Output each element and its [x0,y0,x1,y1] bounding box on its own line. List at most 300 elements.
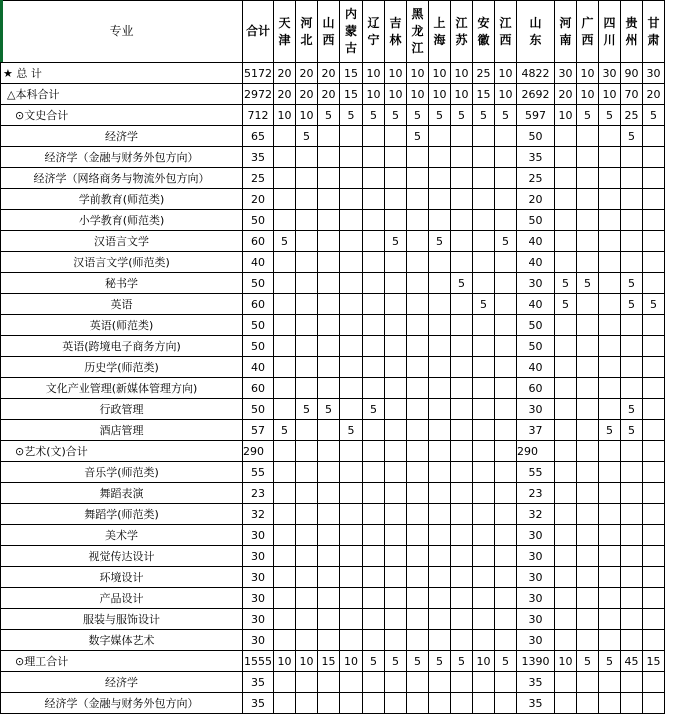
province-value-cell [340,546,363,567]
major-name-cell: △本科合计 [1,84,243,105]
province-value-cell [407,483,429,504]
province-value-cell: 30 [517,609,555,630]
header-province [555,1,577,63]
province-value-cell [429,546,451,567]
total-cell: 50 [243,273,274,294]
province-value-cell [451,672,473,693]
province-value-cell [363,525,385,546]
province-value-cell [340,315,363,336]
province-value-cell [577,693,599,714]
major-name-cell: 美术学 [1,525,243,546]
province-value-cell [451,441,473,462]
province-value-cell [340,567,363,588]
province-value-cell [555,546,577,567]
province-value-cell: 90 [621,63,643,84]
province-value-cell [621,504,643,525]
header-province [621,1,643,63]
province-value-cell [555,357,577,378]
province-value-cell [577,567,599,588]
province-value-cell [555,693,577,714]
province-value-cell [555,378,577,399]
province-value-cell [621,630,643,651]
province-value-cell [643,147,665,168]
province-value-cell [643,336,665,357]
total-cell: 35 [243,693,274,714]
province-value-cell [599,588,621,609]
province-value-cell [385,315,407,336]
province-value-cell: 290 [517,441,555,462]
province-value-cell [318,588,340,609]
province-value-cell: 70 [621,84,643,105]
province-value-cell [555,672,577,693]
province-value-cell [643,126,665,147]
total-cell: 30 [243,546,274,567]
province-value-cell [296,462,318,483]
table-row [1,252,665,273]
province-value-cell: 30 [643,63,665,84]
province-value-cell [407,672,429,693]
province-value-cell [407,210,429,231]
province-value-cell [363,420,385,441]
province-value-cell: 5 [274,420,296,441]
province-value-cell [296,252,318,273]
province-value-cell [473,126,495,147]
province-value-cell [296,483,318,504]
province-value-cell [495,189,517,210]
province-value-cell [451,462,473,483]
province-value-cell [407,420,429,441]
province-value-cell [577,546,599,567]
province-value-cell: 5 [643,294,665,315]
province-value-cell: 10 [429,63,451,84]
province-value-cell [340,483,363,504]
province-value-cell [577,378,599,399]
province-value-cell [363,273,385,294]
province-value-cell [621,462,643,483]
province-value-cell [385,399,407,420]
province-value-cell [340,504,363,525]
table-row [1,378,665,399]
province-value-cell: 50 [517,315,555,336]
province-value-cell [577,231,599,252]
province-value-cell [495,294,517,315]
province-value-cell: 40 [517,252,555,273]
province-value-cell [555,525,577,546]
province-value-cell: 10 [451,84,473,105]
province-value-cell: 10 [385,84,407,105]
province-value-cell: 10 [495,84,517,105]
province-value-cell [429,147,451,168]
province-value-cell [385,294,407,315]
province-value-cell [451,189,473,210]
province-value-cell [495,336,517,357]
province-value-cell [473,231,495,252]
province-value-cell [621,546,643,567]
province-value-cell [429,441,451,462]
province-value-cell [340,609,363,630]
province-value-cell [577,630,599,651]
province-value-cell: 35 [517,672,555,693]
province-value-cell: 25 [621,105,643,126]
province-value-cell [495,357,517,378]
province-value-cell [296,672,318,693]
province-value-cell: 2692 [517,84,555,105]
province-value-cell: 60 [517,378,555,399]
province-value-cell [318,672,340,693]
province-value-cell: 10 [340,651,363,672]
province-value-cell [473,168,495,189]
header-province [473,1,495,63]
major-name-cell: 舞蹈学(师范类) [1,504,243,525]
province-value-cell [495,273,517,294]
province-value-cell: 5 [340,105,363,126]
total-cell: 30 [243,609,274,630]
major-name-cell: 英语(跨境电子商务方向) [1,336,243,357]
province-value-cell [577,294,599,315]
province-value-cell [274,399,296,420]
province-value-cell [473,525,495,546]
table-row [1,693,665,714]
province-value-cell [274,378,296,399]
province-value-cell [643,273,665,294]
province-value-cell [555,252,577,273]
province-value-cell [385,609,407,630]
province-value-cell: 1390 [517,651,555,672]
header-province-label: 贵州 [625,15,638,47]
province-value-cell [318,378,340,399]
province-value-cell [385,336,407,357]
province-value-cell: 30 [517,399,555,420]
province-value-cell [473,210,495,231]
province-value-cell: 15 [340,84,363,105]
province-value-cell: 15 [473,84,495,105]
header-province-label: 江苏 [455,15,468,47]
province-value-cell [577,336,599,357]
province-value-cell [577,168,599,189]
province-value-cell [429,588,451,609]
province-value-cell [363,378,385,399]
province-value-cell [621,672,643,693]
header-total: 合计 [243,1,274,63]
province-value-cell [599,399,621,420]
province-value-cell [621,378,643,399]
table-row [1,420,665,441]
province-value-cell [340,378,363,399]
province-value-cell [495,168,517,189]
province-value-cell [473,252,495,273]
province-value-cell: 5 [363,399,385,420]
province-value-cell [555,231,577,252]
province-value-cell [495,483,517,504]
province-value-cell [318,630,340,651]
province-value-cell [429,483,451,504]
province-value-cell: 5 [473,294,495,315]
table-row [1,672,665,693]
province-value-cell: 30 [517,546,555,567]
province-value-cell [495,378,517,399]
province-value-cell: 30 [555,63,577,84]
total-cell: 30 [243,588,274,609]
province-value-cell [429,126,451,147]
province-value-cell [621,525,643,546]
province-value-cell [407,609,429,630]
province-value-cell [296,357,318,378]
province-value-cell [643,672,665,693]
table-row [1,546,665,567]
province-value-cell [340,462,363,483]
province-value-cell: 45 [621,651,643,672]
province-value-cell [363,126,385,147]
province-value-cell [274,546,296,567]
province-value-cell [318,273,340,294]
province-value-cell [274,693,296,714]
table-row [1,651,665,672]
province-value-cell [274,609,296,630]
province-value-cell [577,252,599,273]
province-value-cell [599,168,621,189]
province-value-cell [274,294,296,315]
province-value-cell [363,231,385,252]
province-value-cell [473,483,495,504]
province-value-cell: 50 [517,210,555,231]
province-value-cell [318,294,340,315]
province-value-cell [577,672,599,693]
province-value-cell [274,567,296,588]
province-value-cell [599,231,621,252]
province-value-cell [429,252,451,273]
province-value-cell [363,693,385,714]
province-value-cell [318,126,340,147]
table-row [1,441,665,462]
total-cell: 50 [243,399,274,420]
table-row [1,483,665,504]
major-name-cell: ⊙文史合计 [1,105,243,126]
province-value-cell [577,588,599,609]
province-value-cell [429,357,451,378]
province-value-cell [643,420,665,441]
province-value-cell [473,462,495,483]
province-value-cell [577,357,599,378]
province-value-cell [451,483,473,504]
province-value-cell: 10 [577,84,599,105]
major-name-cell: 经济学（网络商务与物流外包方向） [1,168,243,189]
province-value-cell [451,336,473,357]
province-value-cell [473,546,495,567]
province-value-cell [599,693,621,714]
province-value-cell [385,378,407,399]
province-value-cell: 10 [495,63,517,84]
table-row [1,630,665,651]
province-value-cell [621,231,643,252]
province-value-cell: 10 [274,651,296,672]
province-value-cell: 40 [517,357,555,378]
province-value-cell: 5 [621,399,643,420]
province-value-cell [429,315,451,336]
province-value-cell: 10 [296,651,318,672]
header-province-label: 河北 [300,15,313,47]
header-province [363,1,385,63]
province-value-cell [385,588,407,609]
province-value-cell [274,504,296,525]
province-value-cell: 10 [363,63,385,84]
province-value-cell: 5 [555,273,577,294]
province-value-cell [495,525,517,546]
province-value-cell [363,483,385,504]
table-row [1,147,665,168]
province-value-cell [274,168,296,189]
province-value-cell [363,210,385,231]
total-cell: 60 [243,294,274,315]
province-value-cell [473,273,495,294]
province-value-cell [473,189,495,210]
province-value-cell [577,189,599,210]
province-value-cell [340,189,363,210]
province-value-cell: 20 [318,63,340,84]
header-province [495,1,517,63]
province-value-cell: 5 [429,105,451,126]
total-cell: 290 [243,441,274,462]
total-cell: 5172 [243,63,274,84]
table-row [1,567,665,588]
province-value-cell [555,588,577,609]
header-province-label: 上海 [433,15,446,47]
major-name-cell: 汉语言文学(师范类) [1,252,243,273]
province-value-cell [407,399,429,420]
province-value-cell [340,357,363,378]
province-value-cell [621,483,643,504]
table-row [1,609,665,630]
province-value-cell [385,693,407,714]
province-value-cell [429,693,451,714]
province-value-cell [340,273,363,294]
province-value-cell [451,609,473,630]
province-value-cell [385,147,407,168]
province-value-cell: 20 [643,84,665,105]
province-value-cell [296,336,318,357]
province-value-cell [296,210,318,231]
province-value-cell [473,399,495,420]
province-value-cell [451,315,473,336]
total-cell: 30 [243,630,274,651]
province-value-cell: 20 [555,84,577,105]
province-value-cell [340,336,363,357]
province-value-cell [274,672,296,693]
province-value-cell [340,525,363,546]
table-row [1,588,665,609]
province-value-cell [407,462,429,483]
province-value-cell [407,567,429,588]
province-value-cell [621,609,643,630]
province-value-cell [318,189,340,210]
header-province-label: 四川 [603,15,616,47]
province-value-cell [296,567,318,588]
province-value-cell: 5 [473,105,495,126]
province-value-cell [274,147,296,168]
province-value-cell: 25 [517,168,555,189]
province-value-cell [429,189,451,210]
province-value-cell [555,462,577,483]
province-value-cell [429,504,451,525]
province-value-cell [407,630,429,651]
province-value-cell: 35 [517,693,555,714]
province-value-cell: 30 [517,567,555,588]
province-value-cell [643,210,665,231]
province-value-cell [274,441,296,462]
province-value-cell [296,525,318,546]
major-name-cell: 环境设计 [1,567,243,588]
province-value-cell [643,462,665,483]
province-value-cell [363,294,385,315]
header-province [407,1,429,63]
province-value-cell: 10 [407,84,429,105]
province-value-cell [643,357,665,378]
province-value-cell: 20 [517,189,555,210]
province-value-cell: 5 [621,126,643,147]
province-value-cell [385,483,407,504]
province-value-cell: 5 [296,126,318,147]
province-value-cell [385,504,407,525]
province-value-cell [407,147,429,168]
province-value-cell [577,399,599,420]
province-value-cell [451,294,473,315]
province-value-cell [621,189,643,210]
province-value-cell [621,588,643,609]
province-value-cell [385,462,407,483]
province-value-cell: 5 [318,105,340,126]
province-value-cell [318,252,340,273]
province-value-cell [429,399,451,420]
table-row [1,63,665,84]
province-value-cell: 40 [517,294,555,315]
province-value-cell [318,147,340,168]
province-value-cell [385,252,407,273]
province-value-cell: 20 [296,84,318,105]
province-value-cell [473,147,495,168]
province-value-cell [555,483,577,504]
header-province [429,1,451,63]
province-value-cell [451,210,473,231]
header-province-label: 江西 [499,15,512,47]
province-value-cell [274,525,296,546]
total-cell: 30 [243,567,274,588]
province-value-cell: 5 [643,105,665,126]
province-value-cell [473,441,495,462]
header-province [517,1,555,63]
table-row [1,462,665,483]
province-value-cell: 20 [274,84,296,105]
province-value-cell [451,357,473,378]
province-value-cell [495,420,517,441]
table-row [1,105,665,126]
total-cell: 35 [243,147,274,168]
province-value-cell [495,630,517,651]
province-value-cell [599,378,621,399]
province-value-cell [577,483,599,504]
province-value-cell [495,252,517,273]
province-value-cell [274,210,296,231]
province-value-cell [621,567,643,588]
header-province-label: 山西 [322,15,335,47]
table-row [1,273,665,294]
province-value-cell: 10 [363,84,385,105]
province-value-cell [340,441,363,462]
province-value-cell [407,693,429,714]
province-value-cell [407,252,429,273]
province-value-cell: 10 [577,63,599,84]
province-value-cell: 5 [407,651,429,672]
province-value-cell: 5 [407,105,429,126]
province-value-cell [599,147,621,168]
